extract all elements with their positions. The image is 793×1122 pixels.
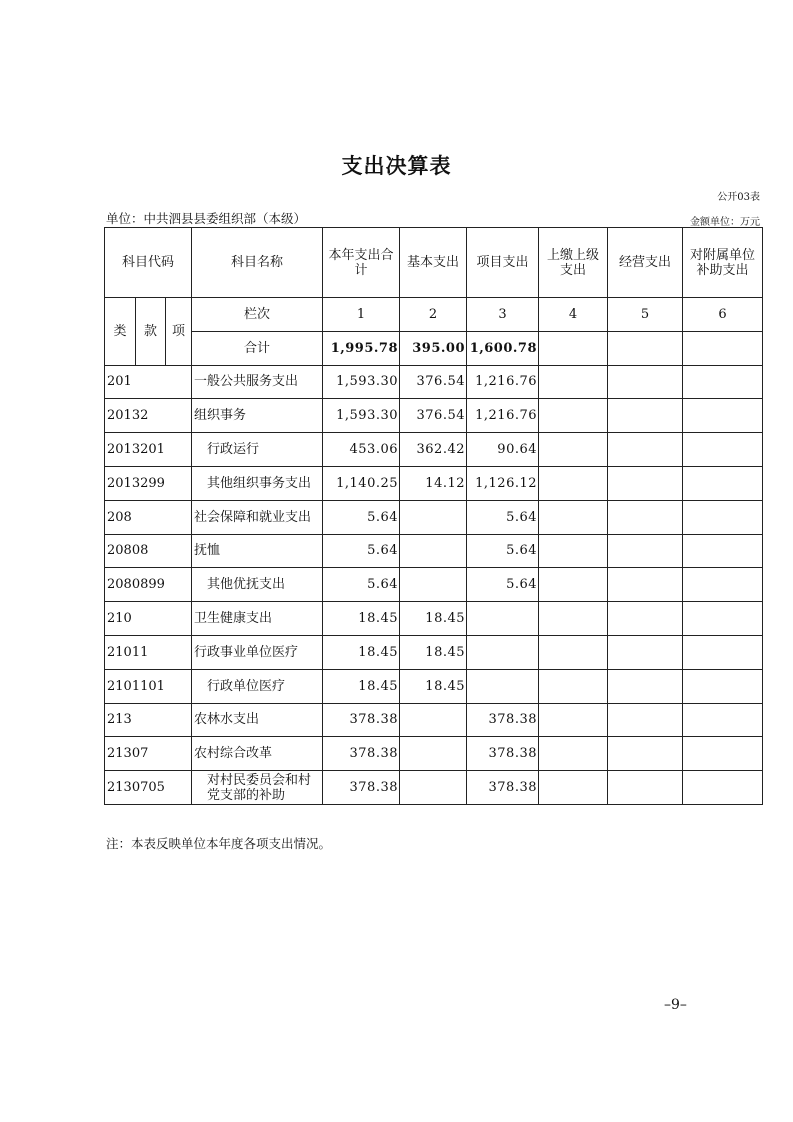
amount-basic: 18.45 bbox=[400, 635, 467, 669]
amount-remit bbox=[539, 703, 608, 737]
header-name: 科目名称 bbox=[192, 228, 323, 298]
page-number: –9– bbox=[664, 997, 687, 1013]
subject-code: 201 bbox=[105, 365, 192, 399]
amount-subsidy bbox=[683, 534, 763, 568]
subject-name: 行政单位医疗 bbox=[192, 669, 323, 703]
column-number: 4 bbox=[539, 298, 608, 332]
subject-code: 213 bbox=[105, 703, 192, 737]
amount-basic bbox=[400, 568, 467, 602]
header-xiang: 项 bbox=[166, 298, 192, 366]
column-number: 1 bbox=[323, 298, 400, 332]
amount-subsidy bbox=[683, 669, 763, 703]
table-row bbox=[105, 771, 763, 805]
amount-basic: 376.54 bbox=[400, 365, 467, 399]
amount-subsidy bbox=[683, 568, 763, 602]
amount-basic: 18.45 bbox=[400, 602, 467, 636]
amount-project: 5.64 bbox=[467, 568, 539, 602]
amount-operating bbox=[608, 568, 683, 602]
amount-subsidy bbox=[683, 500, 763, 534]
amount-basic bbox=[400, 703, 467, 737]
amount-operating bbox=[608, 602, 683, 636]
amount-subsidy bbox=[683, 433, 763, 467]
amount-subsidy bbox=[683, 771, 763, 805]
amount-project bbox=[467, 602, 539, 636]
amount-project bbox=[467, 635, 539, 669]
amount-project: 1,126.12 bbox=[467, 466, 539, 500]
amount-remit bbox=[539, 635, 608, 669]
totals-basic: 395.00 bbox=[400, 331, 467, 365]
subject-name: 组织事务 bbox=[192, 399, 323, 433]
totals-row bbox=[105, 331, 763, 365]
column-number: 2 bbox=[400, 298, 467, 332]
amount-project: 5.64 bbox=[467, 500, 539, 534]
amount-total: 1,593.30 bbox=[323, 399, 400, 433]
column-number: 6 bbox=[683, 298, 763, 332]
amount-total: 1,593.30 bbox=[323, 365, 400, 399]
header-lei: 类 bbox=[105, 298, 136, 366]
subject-code: 21011 bbox=[105, 635, 192, 669]
amount-project: 378.38 bbox=[467, 771, 539, 805]
column-number-row bbox=[105, 298, 763, 332]
table-row bbox=[105, 703, 763, 737]
amount-subsidy bbox=[683, 399, 763, 433]
amount-remit bbox=[539, 669, 608, 703]
amount-total: 378.38 bbox=[323, 737, 400, 771]
amount-remit bbox=[539, 433, 608, 467]
amount-operating bbox=[608, 771, 683, 805]
amount-remit bbox=[539, 771, 608, 805]
table-row bbox=[105, 466, 763, 500]
amount-total: 5.64 bbox=[323, 500, 400, 534]
table-row bbox=[105, 399, 763, 433]
amount-total: 5.64 bbox=[323, 534, 400, 568]
subject-code: 2101101 bbox=[105, 669, 192, 703]
header-total: 本年支出合计 bbox=[323, 228, 400, 298]
amount-subsidy bbox=[683, 703, 763, 737]
amount-remit bbox=[539, 534, 608, 568]
amount-total: 453.06 bbox=[323, 433, 400, 467]
amount-total: 18.45 bbox=[323, 635, 400, 669]
table-note: 注：本表反映单位本年度各项支出情况。 bbox=[106, 836, 332, 851]
amount-project: 90.64 bbox=[467, 433, 539, 467]
subject-code: 2013201 bbox=[105, 433, 192, 467]
subject-name: 农村综合改革 bbox=[192, 737, 323, 771]
form-number: 公开03表 bbox=[717, 192, 760, 203]
amount-operating bbox=[608, 365, 683, 399]
header-basic: 基本支出 bbox=[400, 228, 467, 298]
totals-operating bbox=[608, 331, 683, 365]
amount-project bbox=[467, 669, 539, 703]
amount-basic bbox=[400, 737, 467, 771]
amount-subsidy bbox=[683, 737, 763, 771]
header-lanci: 栏次 bbox=[192, 298, 323, 332]
totals-subsidy bbox=[683, 331, 763, 365]
table-row bbox=[105, 669, 763, 703]
table-row bbox=[105, 500, 763, 534]
table-row bbox=[105, 737, 763, 771]
expenditure-table bbox=[104, 227, 763, 805]
totals-label: 合计 bbox=[192, 331, 323, 365]
amount-project: 5.64 bbox=[467, 534, 539, 568]
amount-remit bbox=[539, 365, 608, 399]
table-row bbox=[105, 568, 763, 602]
amount-project: 378.38 bbox=[467, 737, 539, 771]
table-row bbox=[105, 602, 763, 636]
header-code: 科目代码 bbox=[105, 228, 192, 298]
subject-name: 卫生健康支出 bbox=[192, 602, 323, 636]
amount-subsidy bbox=[683, 365, 763, 399]
subject-code: 208 bbox=[105, 500, 192, 534]
amount-operating bbox=[608, 466, 683, 500]
amount-total: 5.64 bbox=[323, 568, 400, 602]
amount-remit bbox=[539, 568, 608, 602]
amount-basic bbox=[400, 534, 467, 568]
header-project: 项目支出 bbox=[467, 228, 539, 298]
amount-operating bbox=[608, 737, 683, 771]
subject-name: 对村民委员会和村党支部的补助 bbox=[192, 771, 323, 805]
amount-operating bbox=[608, 534, 683, 568]
subject-name: 其他优抚支出 bbox=[192, 568, 323, 602]
subject-code: 20132 bbox=[105, 399, 192, 433]
column-number: 5 bbox=[608, 298, 683, 332]
header-kuan: 款 bbox=[136, 298, 166, 366]
amount-project: 1,216.76 bbox=[467, 365, 539, 399]
amount-total: 18.45 bbox=[323, 602, 400, 636]
subject-code: 21307 bbox=[105, 737, 192, 771]
subject-name: 行政事业单位医疗 bbox=[192, 635, 323, 669]
subject-name: 一般公共服务支出 bbox=[192, 365, 323, 399]
totals-total: 1,995.78 bbox=[323, 331, 400, 365]
unit-label: 单位：中共泗县县委组织部（本级） bbox=[106, 211, 307, 226]
amount-remit bbox=[539, 399, 608, 433]
amount-operating bbox=[608, 500, 683, 534]
amount-total: 1,140.25 bbox=[323, 466, 400, 500]
amount-unit-label: 金额单位：万元 bbox=[690, 217, 760, 228]
amount-basic: 376.54 bbox=[400, 399, 467, 433]
amount-total: 378.38 bbox=[323, 771, 400, 805]
amount-operating bbox=[608, 635, 683, 669]
subject-code: 2130705 bbox=[105, 771, 192, 805]
header-operating: 经营支出 bbox=[608, 228, 683, 298]
amount-basic: 18.45 bbox=[400, 669, 467, 703]
subject-name: 抚恤 bbox=[192, 534, 323, 568]
amount-basic bbox=[400, 500, 467, 534]
table-row bbox=[105, 365, 763, 399]
subject-code: 2013299 bbox=[105, 466, 192, 500]
subject-name: 农林水支出 bbox=[192, 703, 323, 737]
column-number: 3 bbox=[467, 298, 539, 332]
totals-remit bbox=[539, 331, 608, 365]
amount-project: 378.38 bbox=[467, 703, 539, 737]
subject-code: 2080899 bbox=[105, 568, 192, 602]
header-remit: 上缴上级支出 bbox=[539, 228, 608, 298]
totals-project: 1,600.78 bbox=[467, 331, 539, 365]
subject-code: 20808 bbox=[105, 534, 192, 568]
amount-remit bbox=[539, 602, 608, 636]
header-row bbox=[105, 228, 763, 298]
amount-basic bbox=[400, 771, 467, 805]
amount-operating bbox=[608, 399, 683, 433]
amount-operating bbox=[608, 669, 683, 703]
amount-subsidy bbox=[683, 602, 763, 636]
amount-basic: 14.12 bbox=[400, 466, 467, 500]
amount-operating bbox=[608, 433, 683, 467]
amount-total: 18.45 bbox=[323, 669, 400, 703]
subject-code: 210 bbox=[105, 602, 192, 636]
page-title: 支出决算表 bbox=[341, 153, 452, 178]
amount-operating bbox=[608, 703, 683, 737]
amount-basic: 362.42 bbox=[400, 433, 467, 467]
amount-project: 1,216.76 bbox=[467, 399, 539, 433]
amount-remit bbox=[539, 737, 608, 771]
table-row bbox=[105, 635, 763, 669]
table-row bbox=[105, 534, 763, 568]
amount-remit bbox=[539, 500, 608, 534]
amount-subsidy bbox=[683, 635, 763, 669]
header-subsidy: 对附属单位补助支出 bbox=[683, 228, 763, 298]
amount-subsidy bbox=[683, 466, 763, 500]
subject-name: 其他组织事务支出 bbox=[192, 466, 323, 500]
subject-name: 行政运行 bbox=[192, 433, 323, 467]
table-row bbox=[105, 433, 763, 467]
amount-remit bbox=[539, 466, 608, 500]
amount-total: 378.38 bbox=[323, 703, 400, 737]
subject-name: 社会保障和就业支出 bbox=[192, 500, 323, 534]
